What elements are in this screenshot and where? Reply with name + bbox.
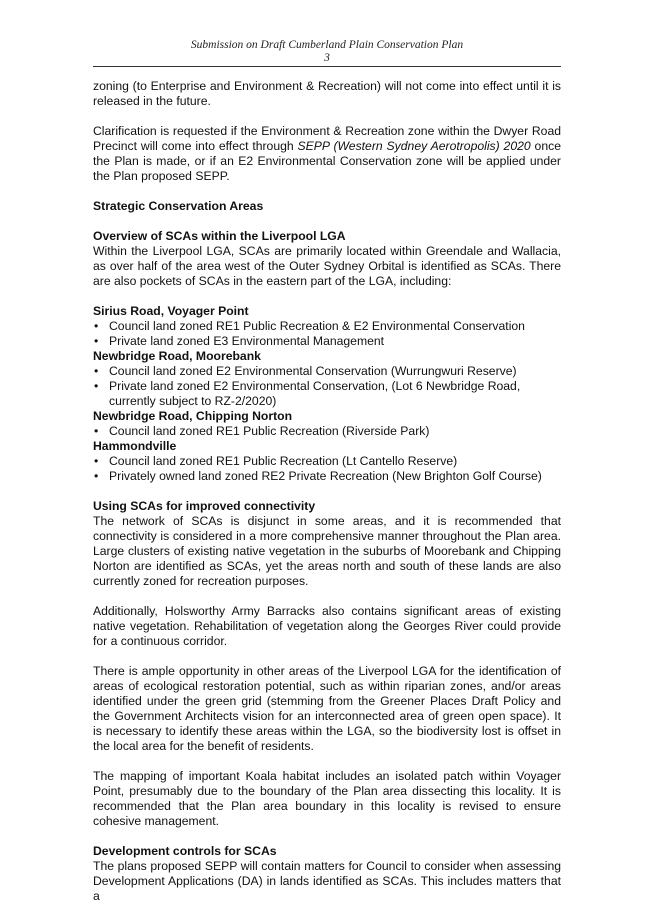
list-item: • Private land zoned E2 Environmental Conservation, (Lot 6 Newbridge Road, currently subject to RZ-2/2020) — [93, 379, 561, 409]
list-item: • Council land zoned RE1 Public Recreation (Riverside Park) — [93, 424, 561, 439]
list-item: • Privately owned land zoned RE2 Private Recreation (New Brighton Golf Course) — [93, 469, 561, 484]
bullet-list — [93, 364, 561, 409]
paragraph: The mapping of important Koala habitat includes an isolated patch within Voyager Point, presumably due to the boundary of the Plan area dissecting this locality. It is recommended that the Plan area boundary in this locality is revised to ensure cohesive management. — [93, 769, 561, 828]
paragraph: There is ample opportunity in other areas of the Liverpool LGA for the identification of areas of ecological restoration potential, such as within riparian zones, and/or areas identified under the green grid (stemming from the Greener Places Draft Policy and the Government Architects vision for an interconnected area of green open space). It is necessary to identify these areas within the LGA, so the biodiversity lost is offset in the local area for the benefit of residents. — [93, 664, 561, 753]
paragraph: The plans proposed SEPP will contain matters for Council to consider when assessing Development Applications (DA) in lands identified as SCAs. This includes matters that a — [93, 859, 561, 903]
paragraph: Additionally, Holsworthy Army Barracks also contains significant areas of existing native vegetation. Rehabilitation of vegetation along the Georges River could provide for a continuous corridor. — [93, 604, 561, 648]
section-title: Strategic Conservation Areas — [93, 199, 264, 213]
location-heading: Newbridge Road, Moorebank — [93, 349, 261, 363]
sepp-citation: SEPP (Western Sydney Aerotropolis) 2020 — [297, 139, 531, 153]
subheading-overview: Overview of SCAs within the Liverpool LGA — [93, 229, 346, 243]
bullet-list — [93, 319, 561, 349]
location-heading: Newbridge Road, Chipping Norton — [93, 409, 293, 423]
text-span: Clarification is requested if the Environment & Recreation zone within the Dwyer Road Precinct will come into effect through — [93, 124, 561, 153]
page-number: 3 — [324, 52, 330, 64]
bullet-list — [93, 424, 561, 439]
subheading-development-controls: Development controls for SCAs — [93, 844, 277, 858]
list-item: • Council land zoned RE1 Public Recreation & E2 Environmental Conservation — [93, 319, 561, 334]
list-item: • Private land zoned E3 Environmental Management — [93, 334, 561, 349]
running-header — [93, 39, 561, 65]
paragraph-overview: Within the Liverpool LGA, SCAs are primarily located within Greendale and Wallacia, as over half of the area west of the Outer Sydney Orbital is identified as SCAs. There are also pockets of SCAs in the eastern part of the LGA, including: — [93, 244, 561, 288]
bullet-list — [93, 454, 561, 484]
header-divider — [93, 66, 561, 67]
location-list — [93, 304, 561, 484]
text-span: once the Plan is made, or if an E2 Environmental Conservation zone will be applied under the Plan proposed SEPP. — [93, 139, 561, 183]
list-item: • Council land zoned E2 Environmental Conservation (Wurrungwuri Reserve) — [93, 364, 561, 379]
location-heading: Hammondville — [93, 439, 177, 453]
document-body — [93, 79, 561, 904]
list-item: • Council land zoned RE1 Public Recreation (Lt Cantello Reserve) — [93, 454, 561, 469]
paragraph-sepp-clarification — [93, 124, 561, 184]
paragraph: zoning (to Enterprise and Environment & Recreation) will not come into effect until it is released in the future. — [93, 79, 561, 108]
paragraph: The network of SCAs is disjunct in some areas, and it is recommended that connectivity is considered in a more comprehensive manner throughout the Plan area. Large clusters of existing native vegetation in the suburbs of Moorebank and Chipping Norton are identified as SCAs, yet the areas north and south of these lands are also currently zoned for recreation purposes. — [93, 514, 561, 588]
subheading-connectivity: Using SCAs for improved connectivity — [93, 499, 316, 513]
header-title: Submission on Draft Cumberland Plain Conservation Plan — [190, 39, 464, 51]
location-heading: Sirius Road, Voyager Point — [93, 304, 249, 318]
